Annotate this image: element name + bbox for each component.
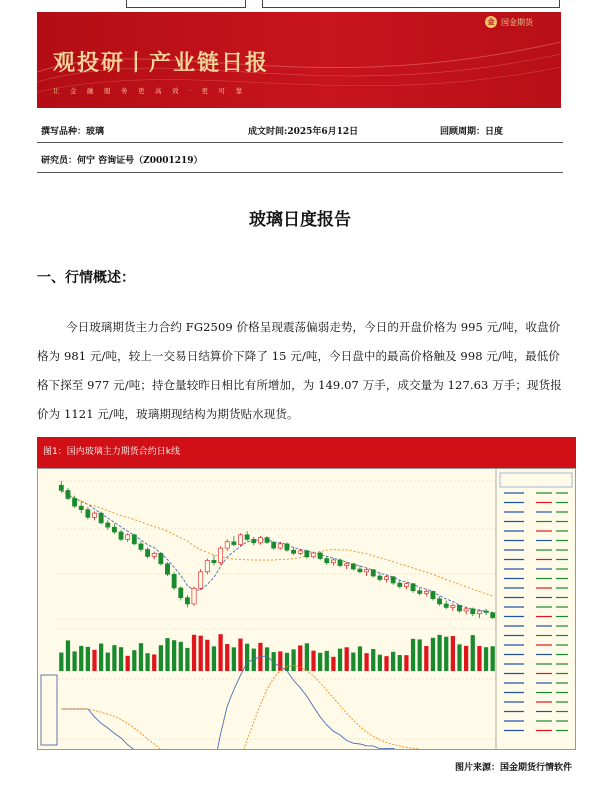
volume-bar xyxy=(92,650,96,671)
volume-bar xyxy=(185,648,189,671)
candle-body xyxy=(152,553,156,556)
volume-bar xyxy=(305,643,309,671)
banner-subtitle: 让金融服务更高效·更可靠 xyxy=(53,87,253,95)
candle-body xyxy=(338,560,342,566)
candle-body xyxy=(145,549,149,556)
volume-bar xyxy=(172,640,176,671)
candle-body xyxy=(325,559,329,563)
researcher-label: 研究员：何宁 咨询证号（Z0001219） xyxy=(41,156,203,166)
oscillator-legend-box xyxy=(41,675,57,745)
candle-body xyxy=(258,538,262,543)
volume-bar xyxy=(59,653,63,671)
candle-body xyxy=(291,550,295,553)
date-label: 成文时间:2025年6月12日 xyxy=(248,127,359,137)
meta-divider xyxy=(37,142,563,143)
page-top-edge xyxy=(0,0,600,10)
volume-bar xyxy=(437,635,441,671)
candle-body xyxy=(391,577,395,583)
volume-bar xyxy=(99,644,103,671)
volume-bar xyxy=(411,639,415,671)
volume-bar xyxy=(66,640,70,671)
candle-body xyxy=(205,560,209,572)
candle-body xyxy=(79,506,83,509)
candle-series xyxy=(59,481,495,619)
body-paragraph: 今日玻璃期货主力合约 FG2509 价格呈现震荡偏弱走势，今日的开盘价格为 995 元/吨，收盘价格为 981 元/吨，较上一交易日结算价下降了 15 元/吨，今日盘中的最高价格触及 998 元/吨，最低价格下探至 977 元/吨；持仓量较昨日相比有所增加，为 149.07 万手，成交量为 127.63 万手；现货报价为 1121 元/吨，玻璃期现结构为期货贴水现货。 xyxy=(37,320,562,421)
candle-body xyxy=(424,591,428,593)
volume-bar xyxy=(199,636,203,671)
volume-bar xyxy=(477,646,481,671)
candle-body xyxy=(477,611,481,614)
candle-body xyxy=(418,591,422,594)
top-tab-right xyxy=(262,0,560,8)
kline-chart xyxy=(37,468,576,750)
section-heading: 一、行情概述： xyxy=(37,270,135,286)
volume-bar xyxy=(384,656,388,671)
candle-body xyxy=(491,613,495,618)
volume-bar xyxy=(484,647,488,671)
candle-body xyxy=(232,542,236,545)
volume-bar xyxy=(245,644,249,671)
candle-body xyxy=(179,588,183,598)
volume-bar xyxy=(318,653,322,671)
volume-bar xyxy=(364,653,368,671)
volume-bar xyxy=(457,644,461,671)
candle-body xyxy=(99,513,103,523)
volume-bar xyxy=(391,652,395,671)
candle-body xyxy=(451,605,455,607)
candle-body xyxy=(331,560,335,563)
top-tab-left xyxy=(126,0,246,8)
volume-bar xyxy=(424,646,428,671)
candle-body xyxy=(252,539,256,542)
document-title: 玻璃日度报告 xyxy=(249,210,351,230)
volume-bar xyxy=(79,646,83,671)
volume-bar xyxy=(179,642,183,671)
candle-body xyxy=(351,564,355,569)
volume-bar xyxy=(444,637,448,671)
candle-body xyxy=(311,553,315,557)
candle-body xyxy=(345,564,349,566)
candle-body xyxy=(199,572,203,588)
volume-bar xyxy=(106,653,110,671)
logo-text: 国金期货 xyxy=(501,17,533,27)
volume-bar xyxy=(471,635,475,671)
volume-bar xyxy=(491,646,495,671)
volume-bar xyxy=(345,647,349,671)
volume-bar xyxy=(418,639,422,671)
candle-body xyxy=(471,609,475,614)
candle-body xyxy=(86,510,90,518)
volume-bar xyxy=(112,645,116,671)
volume-bar xyxy=(192,635,196,671)
candle-body xyxy=(437,599,441,604)
volume-bar xyxy=(378,655,382,671)
company-logo xyxy=(485,16,533,28)
candle-body xyxy=(165,564,169,574)
volume-bar xyxy=(132,650,136,671)
candle-body xyxy=(371,570,375,576)
candle-body xyxy=(364,570,368,572)
oscillator-dea-line xyxy=(61,666,492,749)
candle-body xyxy=(444,604,448,607)
candle-body xyxy=(384,577,388,580)
ma-short-line xyxy=(61,490,492,612)
candle-body xyxy=(132,535,136,544)
moving-average-lines xyxy=(61,490,492,612)
variety-label: 撰写品种：玻璃 xyxy=(41,127,105,137)
candle-body xyxy=(172,574,176,588)
kline-chart-svg xyxy=(38,469,575,749)
volume-bar xyxy=(311,651,315,671)
candle-body xyxy=(358,569,362,572)
candle-body xyxy=(278,544,282,548)
candle-body xyxy=(464,609,468,611)
candle-body xyxy=(119,532,123,539)
volume-bar xyxy=(72,651,76,671)
candle-body xyxy=(225,542,229,548)
candle-body xyxy=(72,498,76,506)
volume-bar xyxy=(325,651,329,671)
candle-body xyxy=(212,560,216,562)
header-divider xyxy=(37,172,563,173)
figure-source: 图片来源：国金期货行情软件 xyxy=(454,763,572,773)
candle-body xyxy=(139,544,143,550)
candle-body xyxy=(92,513,96,517)
candle-body xyxy=(285,544,289,550)
candle-body xyxy=(484,611,488,612)
quote-side-panel xyxy=(500,473,572,731)
volume-bar xyxy=(218,634,222,671)
candle-body xyxy=(218,548,222,563)
quote-panel-header xyxy=(500,473,572,487)
candle-body xyxy=(265,538,269,543)
volume-bar xyxy=(126,656,130,671)
figure-caption: 图1：国内玻璃主力期货合约日k线 xyxy=(37,437,576,468)
candle-body xyxy=(378,576,382,579)
volume-bar xyxy=(238,639,242,671)
candle-body xyxy=(404,584,408,587)
ma-long-line xyxy=(61,490,492,596)
volume-bar xyxy=(285,653,289,671)
candle-body xyxy=(318,553,322,559)
candle-body xyxy=(238,535,242,545)
candle-body xyxy=(298,551,302,553)
candle-body xyxy=(192,588,196,604)
logo-icon: 金 xyxy=(485,16,497,28)
volume-bar xyxy=(265,647,269,671)
candle-body xyxy=(457,605,461,611)
volume-bar xyxy=(86,647,90,671)
volume-bar xyxy=(139,643,143,671)
volume-bar xyxy=(464,646,468,671)
report-banner xyxy=(37,12,561,108)
volume-bar xyxy=(145,653,149,671)
volume-bar xyxy=(351,653,355,671)
volume-bar xyxy=(404,655,408,671)
volume-bar xyxy=(165,638,169,671)
volume-bar xyxy=(331,657,335,671)
volume-bar xyxy=(451,636,455,671)
candle-body xyxy=(305,551,309,557)
candle-body xyxy=(106,523,110,527)
candle-body xyxy=(112,527,116,532)
candle-body xyxy=(159,553,163,563)
volume-bar xyxy=(205,640,209,671)
volume-bar xyxy=(371,649,375,671)
candle-body xyxy=(66,490,70,498)
volume-bar xyxy=(338,649,342,671)
candle-body xyxy=(185,598,189,604)
volume-bar xyxy=(225,644,229,671)
candle-body xyxy=(245,535,249,540)
candle-body xyxy=(398,583,402,586)
volume-bar xyxy=(232,647,236,671)
volume-bar xyxy=(358,646,362,671)
volume-bar xyxy=(159,645,163,671)
candle-body xyxy=(431,591,435,598)
volume-bar xyxy=(431,638,435,671)
volume-bar xyxy=(291,649,295,671)
candle-body xyxy=(411,584,415,591)
volume-bar xyxy=(398,655,402,671)
volume-bar xyxy=(212,646,216,671)
banner-title: 观投研丨产业链日报 xyxy=(53,51,270,76)
volume-bar xyxy=(119,647,123,671)
candle-body xyxy=(126,535,130,540)
volume-bar xyxy=(152,655,156,671)
candle-body xyxy=(272,542,276,548)
volume-bars xyxy=(59,634,495,671)
candle-body xyxy=(59,485,63,490)
period-label: 回顾周期：日度 xyxy=(440,127,504,137)
